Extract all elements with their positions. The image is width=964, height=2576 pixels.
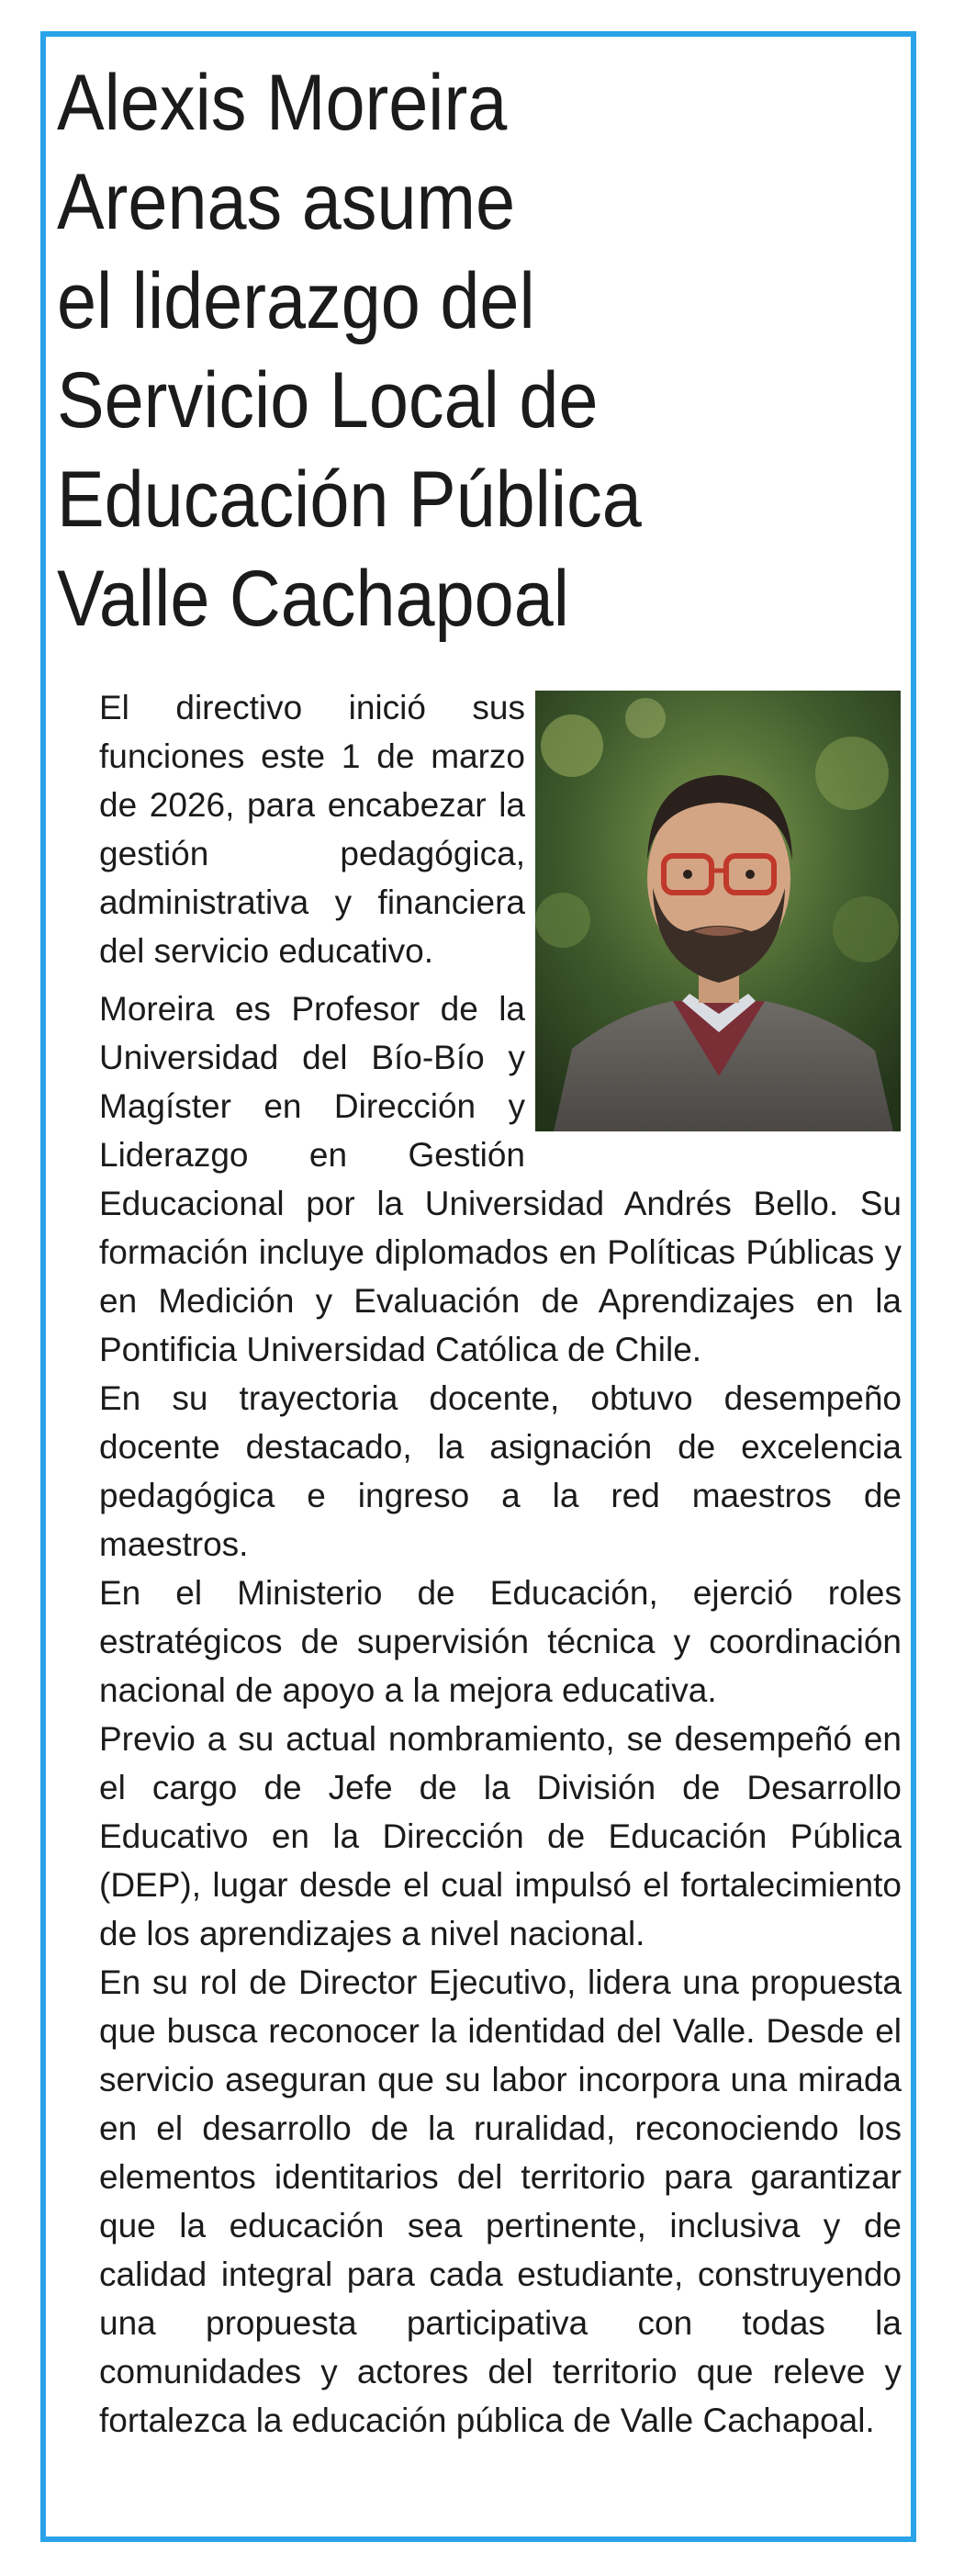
headline-line: Arenas asume [57,158,516,246]
paragraph-current-role: En su rol de Director Ejecutivo, lidera una propuesta que busca reconocer la identidad del Valle. Desde el servicio aseguran que su labor incorpora una mirada en el desarrollo de la ruralidad, reconociendo los elementos identitarios del territorio para garantizar que la educación sea pertinente, inclusiva y de calidad integral para cada estudiante, construyendo una propuesta participativa con todas la comunidades y actores del territorio que releve y fortalezca la educación pública de Valle Cachapoal. [99,1963,902,2439]
paragraph-ministry: En el Ministerio de Educación, ejerció roles estratégicos de supervisión técnica y coordinación nacional de apoyo a la mejora educativa. [99,1574,902,1709]
paragraph-intro: El directivo inició sus funciones este 1 de marzo de 2026, para encabezar la gestión pedagógica, administrativa y financiera del servicio educativo. [99,689,525,970]
headline-line: Alexis Moreira [57,59,508,147]
headline-line: el liderazgo del [57,257,535,345]
headline-line: Valle Cachapoal [57,555,569,643]
photo-float-spacer [525,683,902,1135]
paragraph-profile: Moreira es Profesor de la Universidad del Bío-Bío y Magíster en Dirección y Liderazgo en Gestión Educacional por la Universidad Andrés Bello. Su formación incluye diplomados en Políticas Públicas y en Medición y Evaluación de Aprendizajes en la Pontificia Universidad Católica de Chile. [99,990,902,1368]
headline-line: Servicio Local de [57,356,599,444]
headline-line: Educación Pública [57,456,642,544]
paragraph-teaching: En su trayectoria docente, obtuvo desempeño docente destacado, la asignación de excelencia pedagógica e ingreso a la red maestros de maestros. [99,1379,902,1563]
paragraph-previous-role: Previo a su actual nombramiento, se desempeñó en el cargo de Jefe de la División de Desarrollo Educativo en la Dirección de Educación Pública (DEP), lugar desde el cual impulsó el fortalecimiento de los aprendizajes a nivel nacional. [99,1720,902,1952]
headline [57,53,846,648]
article-body [99,683,902,2445]
